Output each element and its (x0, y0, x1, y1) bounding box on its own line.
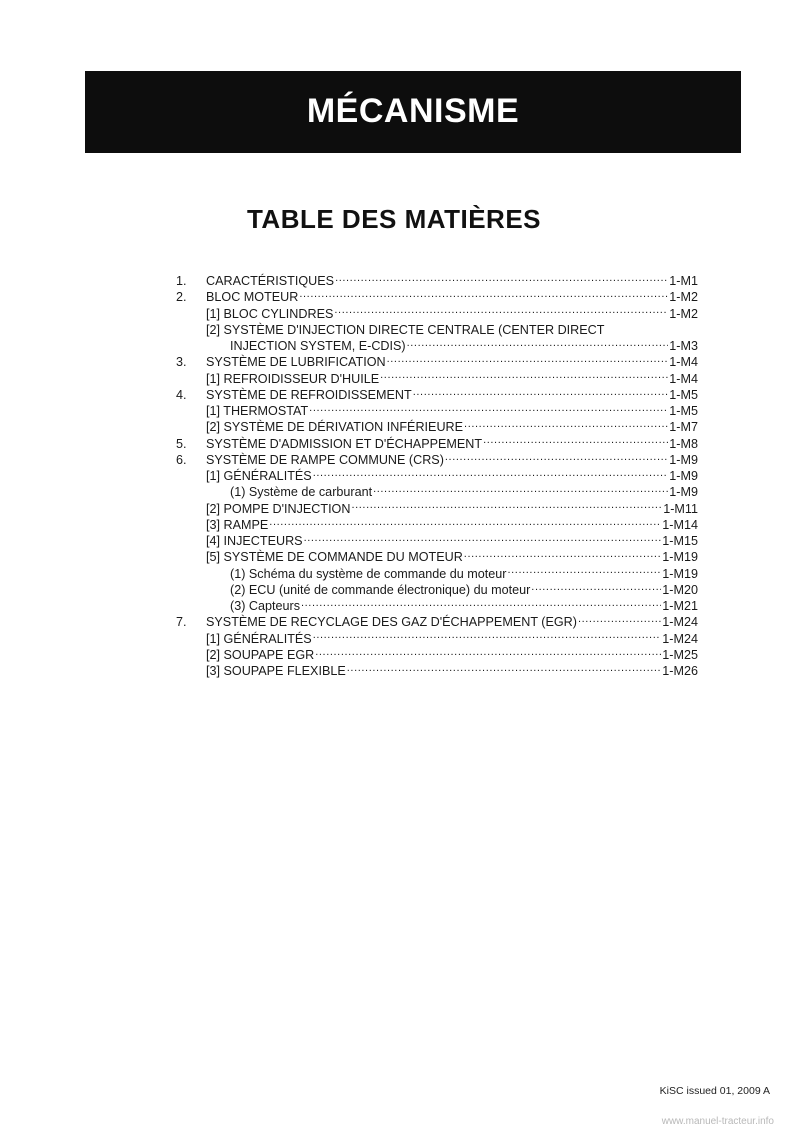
toc-entry-page: 1-M21 (662, 599, 698, 613)
toc-leader-dots (301, 599, 661, 611)
toc-entry-title: [1] THERMOSTAT (206, 404, 309, 418)
toc-leader-dots (483, 437, 668, 449)
toc-leader-dots (313, 469, 669, 481)
toc-entry-number: 6. (176, 452, 187, 467)
toc-entry (176, 354, 698, 370)
section-title: MÉCANISME (306, 91, 520, 130)
toc-entry-title: [2] SYSTÈME D'INJECTION DIRECTE CENTRALE (CENTER DIRECT (206, 322, 605, 337)
toc-entry-page: 1-M1 (669, 274, 698, 288)
toc-entry-page: 1-M8 (669, 436, 698, 451)
toc-entry-title: SYSTÈME D'ADMISSION ET D'ÉCHAPPEMENT (206, 436, 483, 451)
toc-leader-dots (347, 664, 662, 676)
toc-entry-page: 1-M15 (662, 534, 698, 548)
toc-entry-page: 1-M26 (662, 664, 698, 678)
toc-leader-dots (380, 372, 668, 384)
toc-leader-dots (407, 339, 669, 351)
toc-entry (176, 614, 698, 630)
toc-entry (176, 501, 698, 517)
toc-entry-page: 1-M11 (663, 501, 698, 516)
toc-entry-title: SYSTÈME DE REFROIDISSEMENT (206, 387, 412, 402)
toc-entry-page: 1-M4 (669, 355, 698, 370)
toc-leader-dots (334, 307, 668, 319)
toc-leader-dots (299, 290, 668, 302)
toc-entry-title: [1] GÉNÉRALITÉS (206, 631, 312, 646)
toc-entry-page: 1-M24 (662, 615, 698, 630)
toc-entry-page: 1-M4 (669, 371, 698, 386)
toc-entry (176, 403, 698, 419)
toc-leader-dots (335, 274, 668, 286)
toc-entry (176, 306, 698, 322)
toc-entry-title: [3] SOUPAPE FLEXIBLE (206, 664, 346, 678)
toc-entry-title: SYSTÈME DE LUBRIFICATION (206, 355, 386, 370)
toc-entry (176, 436, 698, 452)
site-watermark: www.manuel-tracteur.info (661, 1116, 774, 1127)
toc-entry (176, 484, 698, 500)
toc-entry-title: CARACTÉRISTIQUES (206, 274, 335, 288)
toc-leader-dots (269, 518, 661, 530)
toc-leader-dots (413, 388, 669, 400)
toc-entry-number: 3. (176, 355, 187, 370)
toc-entry-title: [2] POMPE D'INJECTION (206, 501, 351, 516)
toc-entry (176, 289, 698, 305)
toc-heading: TABLE DES MATIÈRES (246, 204, 542, 234)
toc-leader-dots (508, 567, 662, 579)
toc-entry (176, 273, 698, 289)
toc-leader-dots (313, 632, 662, 644)
table-of-contents (176, 273, 698, 679)
toc-entry-page: 1-M7 (669, 420, 698, 435)
toc-entry-number: 5. (176, 436, 187, 451)
toc-entry-page: 1-M9 (669, 485, 698, 500)
toc-entry (176, 371, 698, 387)
toc-entry-page: 1-M14 (662, 517, 698, 532)
toc-entry-page: 1-M25 (662, 647, 698, 662)
toc-entry-title: [5] SYSTÈME DE COMMANDE DU MOTEUR (206, 550, 463, 565)
toc-leader-dots (531, 583, 661, 595)
toc-leader-dots (445, 453, 668, 465)
toc-leader-dots (315, 648, 661, 660)
toc-entry (176, 468, 698, 484)
toc-entry-title: [2] SOUPAPE EGR (206, 647, 315, 662)
toc-entry (176, 338, 698, 354)
toc-leader-dots (578, 615, 661, 627)
toc-entry-page: 1-M9 (669, 469, 698, 483)
toc-leader-dots (464, 420, 668, 432)
toc-entry-title: (1) Système de carburant (230, 485, 373, 500)
toc-entry (176, 387, 698, 403)
toc-leader-dots (387, 355, 669, 367)
toc-entry-title: [2] SYSTÈME DE DÉRIVATION INFÉRIEURE (206, 420, 464, 435)
toc-entry-title: SYSTÈME DE RAMPE COMMUNE (CRS) (206, 452, 444, 467)
toc-entry (176, 663, 698, 679)
toc-entry (176, 566, 698, 582)
toc-entry-title: [4] INJECTEURS (206, 534, 303, 548)
toc-entry-page: 1-M19 (662, 550, 698, 565)
toc-leader-dots (373, 485, 668, 497)
toc-entry-page: 1-M5 (669, 404, 698, 418)
toc-entry-title: SYSTÈME DE RECYCLAGE DES GAZ D'ÉCHAPPEMENT (EGR) (206, 615, 577, 630)
toc-entry (176, 322, 698, 338)
toc-entry (176, 647, 698, 663)
toc-entry-title: INJECTION SYSTEM, E-CDIS) (230, 339, 406, 353)
toc-entry-title: (1) Schéma du système de commande du moteur (230, 566, 507, 581)
toc-entry-page: 1-M2 (669, 290, 698, 305)
toc-leader-dots (464, 550, 662, 562)
toc-entry-page: 1-M20 (662, 582, 698, 597)
toc-entry-page: 1-M5 (669, 387, 698, 402)
toc-entry (176, 598, 698, 614)
toc-leader-dots (309, 404, 668, 416)
section-banner (85, 71, 741, 153)
toc-entry-number: 1. (176, 274, 187, 288)
toc-entry (176, 582, 698, 598)
toc-entry-title: (3) Capteurs (230, 599, 300, 613)
toc-entry (176, 533, 698, 549)
toc-entry-page: 1-M3 (669, 339, 698, 353)
toc-entry-page: 1-M19 (662, 566, 698, 581)
toc-entry (176, 549, 698, 565)
toc-entry-number: 4. (176, 387, 187, 402)
toc-leader-dots (304, 534, 662, 546)
toc-entry-number: 2. (176, 290, 187, 305)
toc-leader-dots (351, 502, 662, 514)
toc-entry-page: 1-M9 (669, 452, 698, 467)
toc-entry-title: [1] BLOC CYLINDRES (206, 306, 334, 321)
toc-entry-number: 7. (176, 615, 187, 630)
toc-entry-title: [1] GÉNÉRALITÉS (206, 469, 312, 483)
toc-entry-page: 1-M2 (669, 306, 698, 321)
toc-entry-title: BLOC MOTEUR (206, 290, 299, 305)
toc-entry (176, 419, 698, 435)
toc-entry-title: [3] RAMPE (206, 517, 269, 532)
toc-entry (176, 452, 698, 468)
toc-entry-page: 1-M24 (662, 631, 698, 646)
toc-entry-title: [1] REFROIDISSEUR D'HUILE (206, 371, 380, 386)
toc-entry (176, 631, 698, 647)
toc-entry (176, 517, 698, 533)
toc-entry-title: (2) ECU (unité de commande électronique) du moteur (230, 582, 531, 597)
issue-note: KiSC issued 01, 2009 A (659, 1085, 770, 1097)
